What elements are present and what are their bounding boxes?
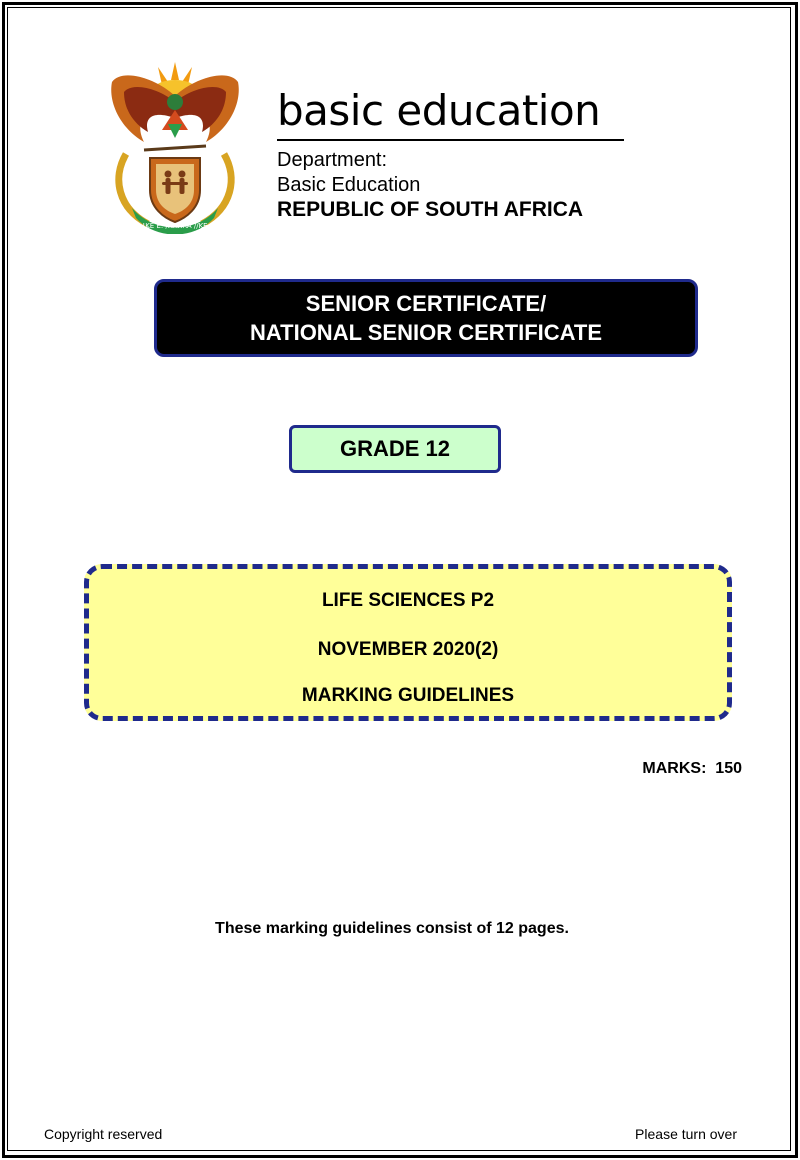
department-name: Basic Education	[277, 174, 421, 196]
country-name: REPUBLIC OF SOUTH AFRICA	[277, 198, 584, 221]
certificate-line-1: SENIOR CERTIFICATE/	[305, 291, 547, 316]
document-type: MARKING GUIDELINES	[301, 685, 515, 706]
brand-rule	[277, 139, 624, 141]
department-label: Department:	[277, 149, 388, 171]
footer-copyright: Copyright reserved	[44, 1126, 163, 1142]
footer-turn-over: Please turn over	[635, 1126, 737, 1142]
grade-badge: GRADE 12	[289, 425, 501, 473]
page-count-note: These marking guidelines consist of 12 pages.	[215, 920, 569, 937]
total-marks: MARKS: 150	[642, 760, 742, 777]
subject-panel	[84, 564, 732, 721]
exam-session: NOVEMBER 2020(2)	[317, 639, 499, 660]
logo-motto: !KE E: /XARRA //KE	[142, 222, 208, 230]
subject-title: LIFE SCIENCES P2	[321, 590, 495, 611]
brand-title: basic education	[277, 86, 601, 135]
certificate-line-2: NATIONAL SENIOR CERTIFICATE	[250, 320, 602, 345]
coat-of-arms-logo	[104, 58, 246, 234]
certificate-banner	[154, 279, 698, 357]
